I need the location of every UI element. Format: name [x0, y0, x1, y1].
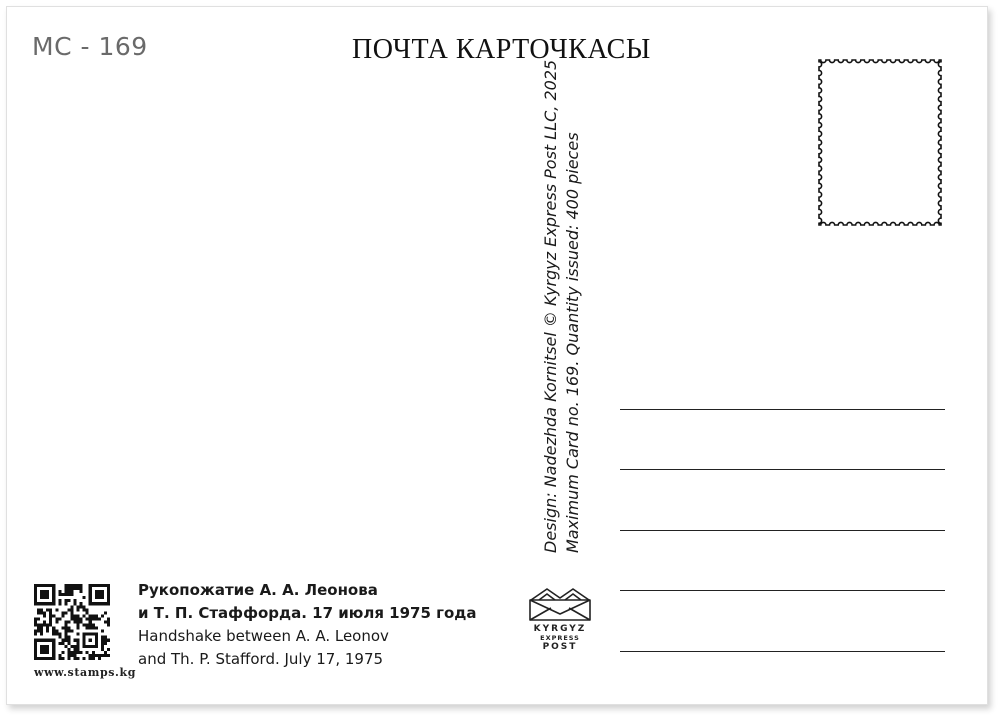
logo-line-2: EXPRESS [540, 634, 580, 642]
website-label: www.stamps.kg [34, 666, 136, 679]
logo-line-3: POST [542, 642, 578, 652]
address-line-2 [620, 469, 945, 470]
card-title: ПОЧТА КАРТОЧКАСЫ [352, 34, 651, 65]
logo-line-1: KYRGYZ [533, 624, 587, 634]
card-code: MC - 169 [32, 32, 148, 61]
caption-ru-line-2: и Т. П. Стаффорда. 17 июля 1975 года [138, 604, 477, 622]
envelope-mountains-logo-icon [527, 586, 593, 622]
address-line-1 [620, 409, 945, 410]
kyrgyz-express-post-logo [526, 586, 594, 666]
credits-block [540, 60, 584, 553]
caption-ru-line-1: Рукопожатие А. А. Леонова [138, 581, 378, 599]
address-line-3 [620, 530, 945, 531]
stamp-placeholder-icon [815, 56, 945, 229]
caption-block [138, 579, 477, 671]
caption-en-line-2: and Th. P. Stafford. July 17, 1975 [138, 650, 384, 668]
credits-line-2: Maximum Card no. 169. Quantity issued: 400 pieces [563, 132, 582, 553]
qr-code-icon [34, 584, 110, 660]
caption-en-line-1: Handshake between A. A. Leonov [138, 627, 389, 645]
address-line-4 [620, 590, 945, 591]
address-line-5 [620, 651, 945, 652]
credits-line-1: Design: Nadezhda Kornitsel © Kyrgyz Express Post LLC, 2025 [541, 59, 560, 553]
